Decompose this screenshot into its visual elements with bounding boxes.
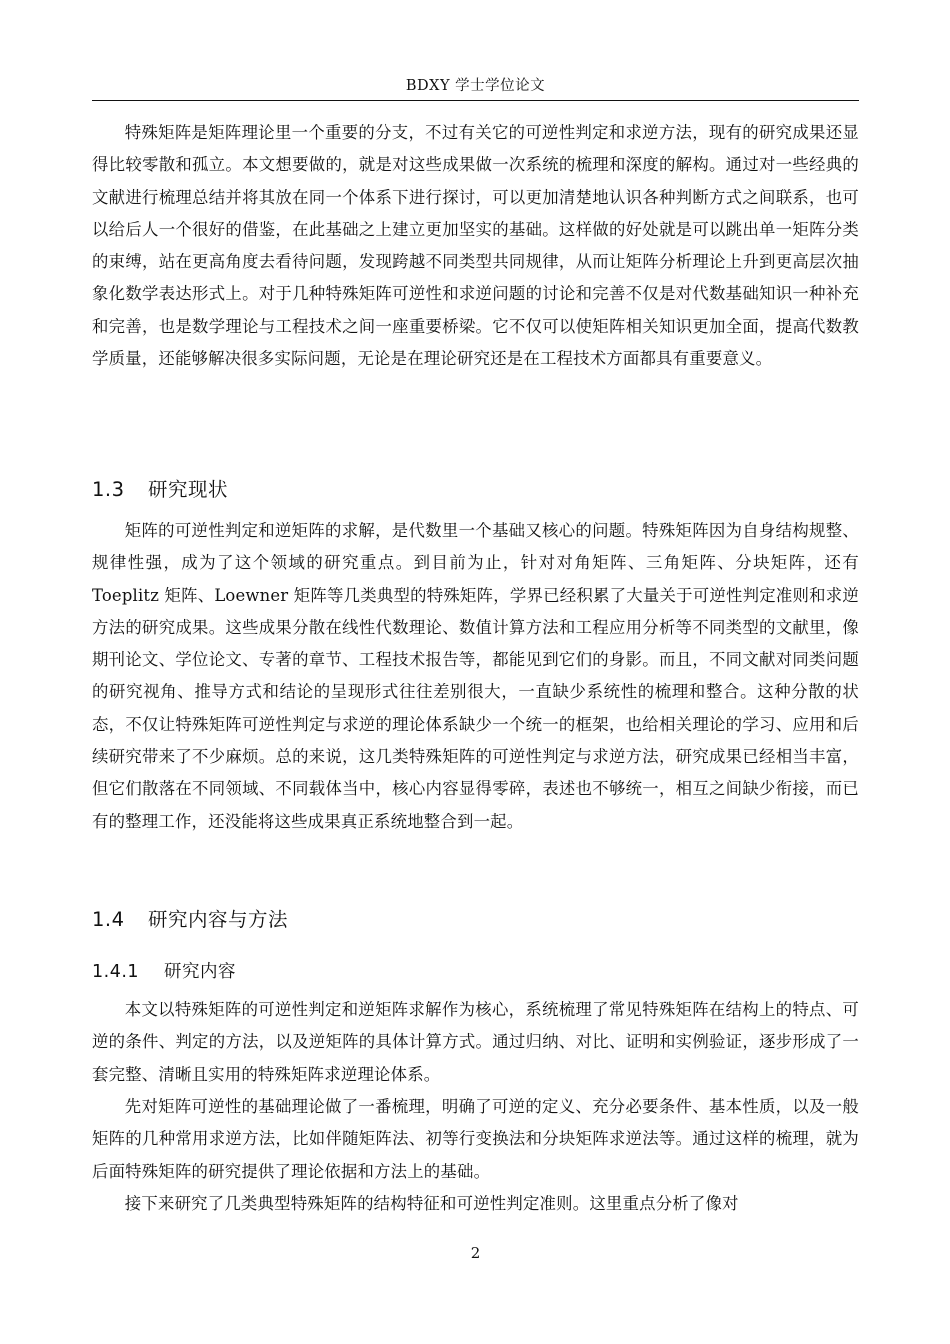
section-number: 1.3 bbox=[92, 478, 125, 501]
paragraph-research-status: 矩阵的可逆性判定和逆矩阵的求解，是代数里一个基础又核心的问题。特殊矩阵因为自身结构规整、规律性强，成为了这个领域的研究重点。到目前为止，针对对角矩阵、三角矩阵、分块矩阵，还有 Toeplitz 矩阵、Loewner 矩阵等几类典型的特殊矩阵，学界已经积累了大量关于可逆性判定准则和求逆方法的研究成果。这些成果分散在线性代数理论、数值计算方法和工程应用分析等不同类型的文献里，像期刊论文、学位论文、专著的章节、工程技术报告等，都能见到它们的身影。而且，不同文献对同类问题的研究视角、推导方式和结论的呈现形式往往差别很大，一直缺少系统性的梳理和整合。这种分散的状态，不仅让特殊矩阵可逆性判定与求逆的理论体系缺少一个统一的框架，也给相关理论的学习、应用和后续研究带来了不少麻烦。总的来说，这几类特殊矩阵的可逆性判定与求逆方法，研究成果已经相当丰富，但它们散落在不同领域、不同载体当中，核心内容显得零碎，表述也不够统一，相互之间缺少衔接，而已有的整理工作，还没能将这些成果真正系统地整合到一起。 bbox=[92, 521, 859, 831]
paragraph-content-2: 先对矩阵可逆性的基础理论做了一番梳理，明确了可逆的定义、充分必要条件、基本性质，以及一般矩阵的几种常用求逆方法，比如伴随矩阵法、初等行变换法和分块矩阵求逆法等。通过这样的梳理，就为后面特殊矩阵的研究提供了理论依据和方法上的基础。 bbox=[92, 1097, 859, 1181]
section-number: 1.4 bbox=[92, 908, 125, 931]
paragraph-intro: 特殊矩阵是矩阵理论里一个重要的分支，不过有关它的可逆性判定和求逆方法，现有的研究成果还显得比较零散和孤立。本文想要做的，就是对这些成果做一次系统的梳理和深度的解构。通过对一些经典的文献进行梳理总结并将其放在同一个体系下进行探讨，可以更加清楚地认识各种判断方式之间联系，也可以给后人一个很好的借鉴，在此基础之上建立更加坚实的基础。这样做的好处就是可以跳出单一矩阵分类的束缚，站在更高角度去看待问题，发现跨越不同类型共同规律，从而让矩阵分析理论上升到更高层次抽象化数学表达形式上。对于几种特殊矩阵可逆性和求逆问题的讨论和完善不仅是对代数基础知识一种补充和完善，也是数学理论与工程技术之间一座重要桥梁。它不仅可以使矩阵相关知识更加全面，提高代数教学质量，还能够解决很多实际问题，无论是在理论研究还是在工程技术方面都具有重要意义。 bbox=[92, 123, 859, 369]
paragraph-content-3: 接下来研究了几类典型特殊矩阵的结构特征和可逆性判定准则。这里重点分析了像对 bbox=[124, 1194, 739, 1213]
subsection-heading-1-4-1 bbox=[92, 960, 236, 984]
paragraph-content-1: 本文以特殊矩阵的可逆性判定和逆矩阵求解作为核心，系统梳理了常见特殊矩阵在结构上的特点、可逆的条件、判定的方法，以及逆矩阵的具体计算方式。通过归纳、对比、证明和实例验证，逐步形成了一套完整、清晰且实用的特殊矩阵求逆理论体系。 bbox=[92, 1000, 859, 1084]
running-header: BDXY 学士学位论文 bbox=[405, 78, 546, 94]
section-heading-1-3 bbox=[92, 477, 228, 503]
section-heading-1-4 bbox=[92, 907, 288, 933]
subsection-number: 1.4.1 bbox=[92, 962, 140, 982]
section-title: 研究内容与方法 bbox=[148, 908, 289, 931]
subsection-title: 研究内容 bbox=[164, 962, 236, 982]
header-rule bbox=[92, 100, 859, 101]
page-number: 2 bbox=[470, 1244, 481, 1262]
section-title: 研究现状 bbox=[148, 478, 229, 501]
